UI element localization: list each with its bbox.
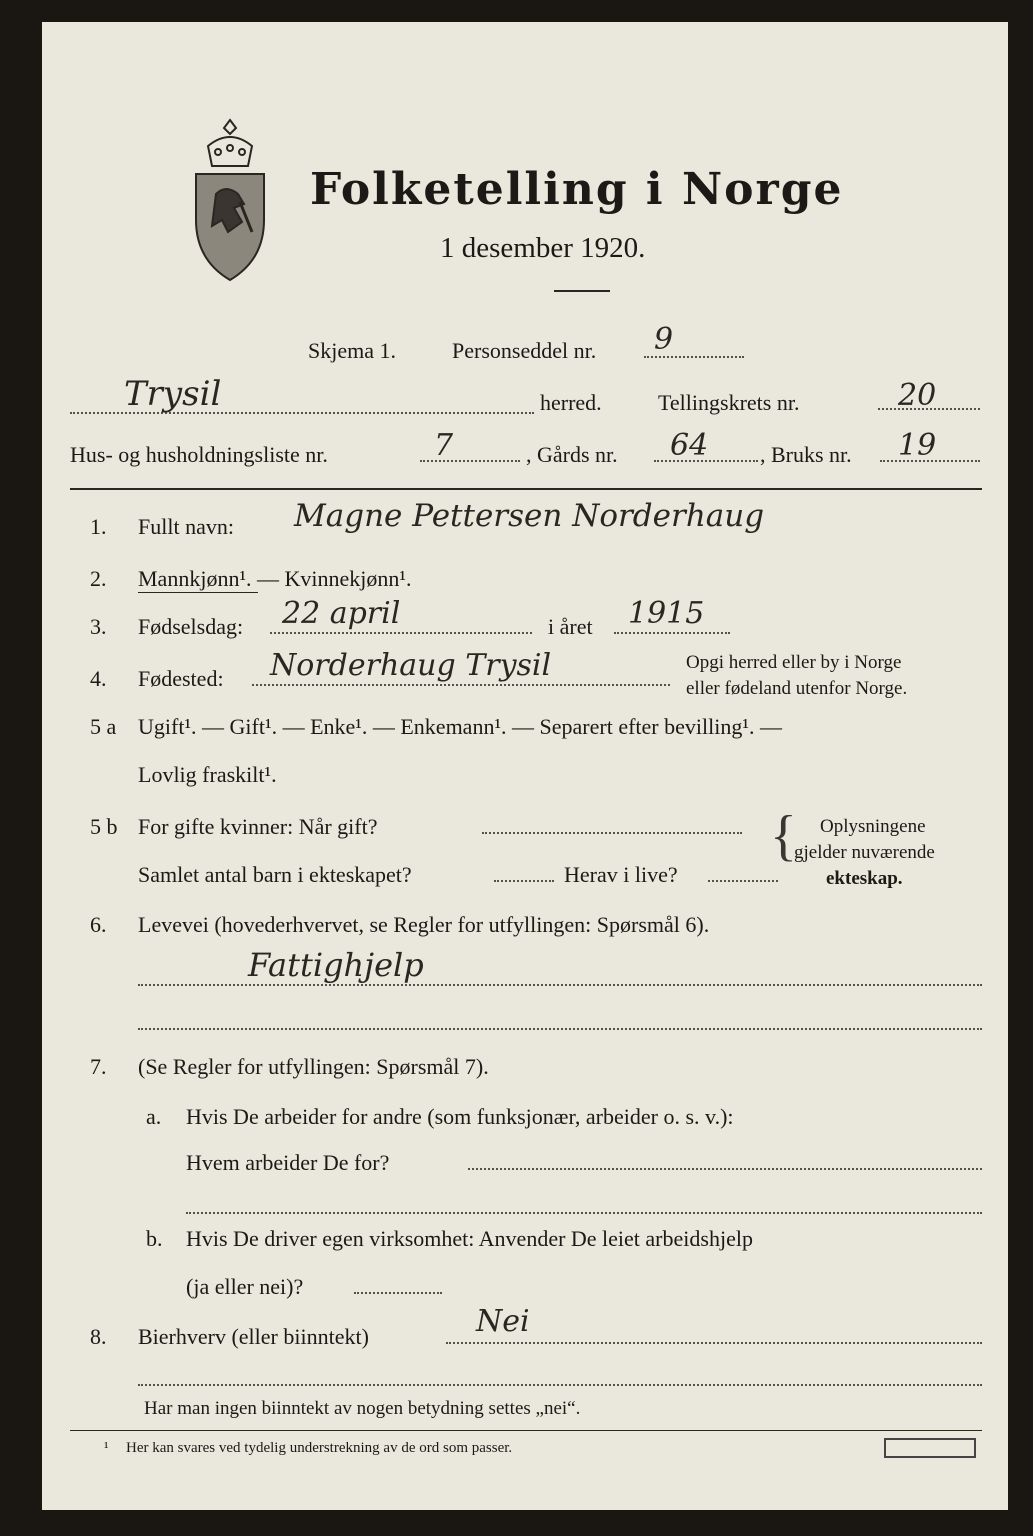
q7b-label: Hvis De driver egen virksomhet: Anvender De leiet arbeidshjelp <box>186 1226 753 1251</box>
q7-number: 7. <box>90 1054 107 1079</box>
footer-divider <box>70 1430 982 1431</box>
q5a-label: Ugift¹. — Gift¹. — Enke¹. — Enkemann¹. — Separert efter bevilling¹. — <box>138 714 782 739</box>
q4-note-line1: Opgi herred eller by i Norge <box>686 652 902 673</box>
q3-year-line <box>614 632 730 634</box>
q4-line <box>252 684 670 686</box>
q3-year-value: 1915 <box>628 596 705 631</box>
form-title: Folketelling i Norge <box>310 164 844 215</box>
q5b-label-line3: Herav i live? <box>564 862 678 887</box>
q3-value: 22 april <box>282 596 401 631</box>
q7b-label-line2: (ja eller nei)? <box>186 1274 304 1299</box>
q5b-line3 <box>708 880 778 882</box>
tellingskrets-label: Tellingskrets nr. <box>658 390 800 415</box>
gards-label: , Gårds nr. <box>526 442 618 467</box>
q5b-note-line3: ekteskap. <box>826 868 903 889</box>
q8-label: Bierhverv (eller biinntekt) <box>138 1324 369 1349</box>
q7a-line2 <box>186 1212 982 1214</box>
hus-value: 7 <box>434 428 454 463</box>
q3-year-label: i året <box>548 614 593 639</box>
tellingskrets-value: 20 <box>898 378 937 413</box>
q4-note-line2: eller fødeland utenfor Norge. <box>686 678 908 699</box>
q3-number: 3. <box>90 614 107 639</box>
q7b-number: b. <box>146 1226 163 1251</box>
q5b-line <box>482 832 742 834</box>
q7a-number: a. <box>146 1104 162 1129</box>
q8-number: 8. <box>90 1324 107 1349</box>
q8-line <box>446 1342 982 1344</box>
printer-stamp-icon <box>884 1438 976 1458</box>
q5b-label-line2: Samlet antal barn i ekteskapet? <box>138 862 412 887</box>
herred-label: herred. <box>540 390 602 415</box>
q5b-number: 5 b <box>90 814 118 839</box>
q4-label: Fødested: <box>138 666 224 691</box>
q4-number: 4. <box>90 666 107 691</box>
gards-value: 64 <box>670 428 709 463</box>
q7a-line <box>468 1168 982 1170</box>
q1-label: Fullt navn: <box>138 514 234 539</box>
census-form: Folketelling i Norge 1 desember 1920. Skjema 1. Personseddel nr. 9 Trysil herred. Tellingskrets nr. 20 Hus- og husholdningsliste nr. 7 , Gårds nr. 64 , Bruks nr. 19 1. Fullt navn: Magne Pettersen Norderhaug 2. Mannkjønn¹. — Kvinnekjønn¹. 3. Fødselsdag: 22 april i året 1915 4. Fødested: Norderhaug Trysil Opgi herred eller by i Norge eller fødeland utenfor Norge. 5 a Ugift¹. — Gift¹. — Enke¹. — Enkemann¹. — Separert efter bevilling¹. — Lovlig fraskilt¹. 5 b For gifte kvinner: Når gift? Samlet antal barn i ekteskapet? Herav i live? { Oplysningene gjelder nuværende ekteskap. 6. Levevei (hovederhvervet, se Regler for utfyllingen: Spørsmål 6). Fattighjelp 7. (Se Regler for utfyllingen: Spørsmål 7). a. Hvis De arbeider for andre (som funksjonær, arbeider o. s. v.): Hvem arbeider De for? b. Hvis De driver egen virksomhet: Anvender De leiet arbeidshjelp (ja eller nei)? 8. Bierhverv (eller biinntekt) Nei Har man ingen biinntekt av nogen betydning settes „nei“. ¹ Her kan svares ved tydelig understrekning av de ord som passer. <box>42 22 1008 1510</box>
q5b-note-line2: gjelder nuværende <box>794 842 935 863</box>
footnote-text: Her kan svares ved tydelig understrekning av de ord som passer. <box>126 1440 513 1456</box>
header-divider <box>70 488 982 490</box>
q3-label: Fødselsdag: <box>138 614 244 639</box>
q7a-label-line2: Hvem arbeider De for? <box>186 1150 390 1175</box>
q6-line1 <box>138 984 982 986</box>
q5b-label: For gifte kvinner: Når gift? <box>138 814 378 839</box>
q2-number: 2. <box>90 566 107 591</box>
q6-number: 6. <box>90 912 107 937</box>
q7a-label: Hvis De arbeider for andre (som funksjonær, arbeider o. s. v.): <box>186 1104 734 1129</box>
skjema-label: Skjema 1. <box>308 338 396 363</box>
q5a-number: 5 a <box>90 714 117 739</box>
q1-number: 1. <box>90 514 107 539</box>
q6-value: Fattighjelp <box>248 946 424 984</box>
personseddel-value: 9 <box>654 322 674 357</box>
q8-line2 <box>138 1384 982 1386</box>
q1-value: Magne Pettersen Norderhaug <box>294 498 765 534</box>
q4-value: Norderhaug Trysil <box>270 648 552 683</box>
q6-line2 <box>138 1028 982 1030</box>
q2-label: Mannkjønn¹. — Kvinnekjønn¹. <box>138 566 412 591</box>
title-divider <box>554 290 610 292</box>
q3-line <box>270 632 532 634</box>
q7b-line <box>354 1292 442 1294</box>
bruks-value: 19 <box>898 428 937 463</box>
census-date: 1 desember 1920. <box>440 232 646 264</box>
q2-underline <box>138 592 258 593</box>
q5b-line2 <box>494 880 554 882</box>
footer-note: Har man ingen biinntekt av nogen betydning settes „nei“. <box>144 1398 581 1419</box>
q7-label: (Se Regler for utfyllingen: Spørsmål 7). <box>138 1054 489 1079</box>
personseddel-label: Personseddel nr. <box>452 338 597 363</box>
q6-label: Levevei (hovederhvervet, se Regler for utfyllingen: Spørsmål 6). <box>138 912 710 937</box>
bruks-label: , Bruks nr. <box>760 442 852 467</box>
herred-value: Trysil <box>124 374 222 414</box>
hus-label: Hus- og husholdningsliste nr. <box>70 442 328 467</box>
q5a-label-line2: Lovlig fraskilt¹. <box>138 762 277 787</box>
footnote-mark: ¹ <box>104 1440 109 1456</box>
q8-value: Nei <box>476 1304 530 1339</box>
q5b-note-line1: Oplysningene <box>820 816 926 837</box>
norway-coat-of-arms-icon <box>188 116 272 286</box>
